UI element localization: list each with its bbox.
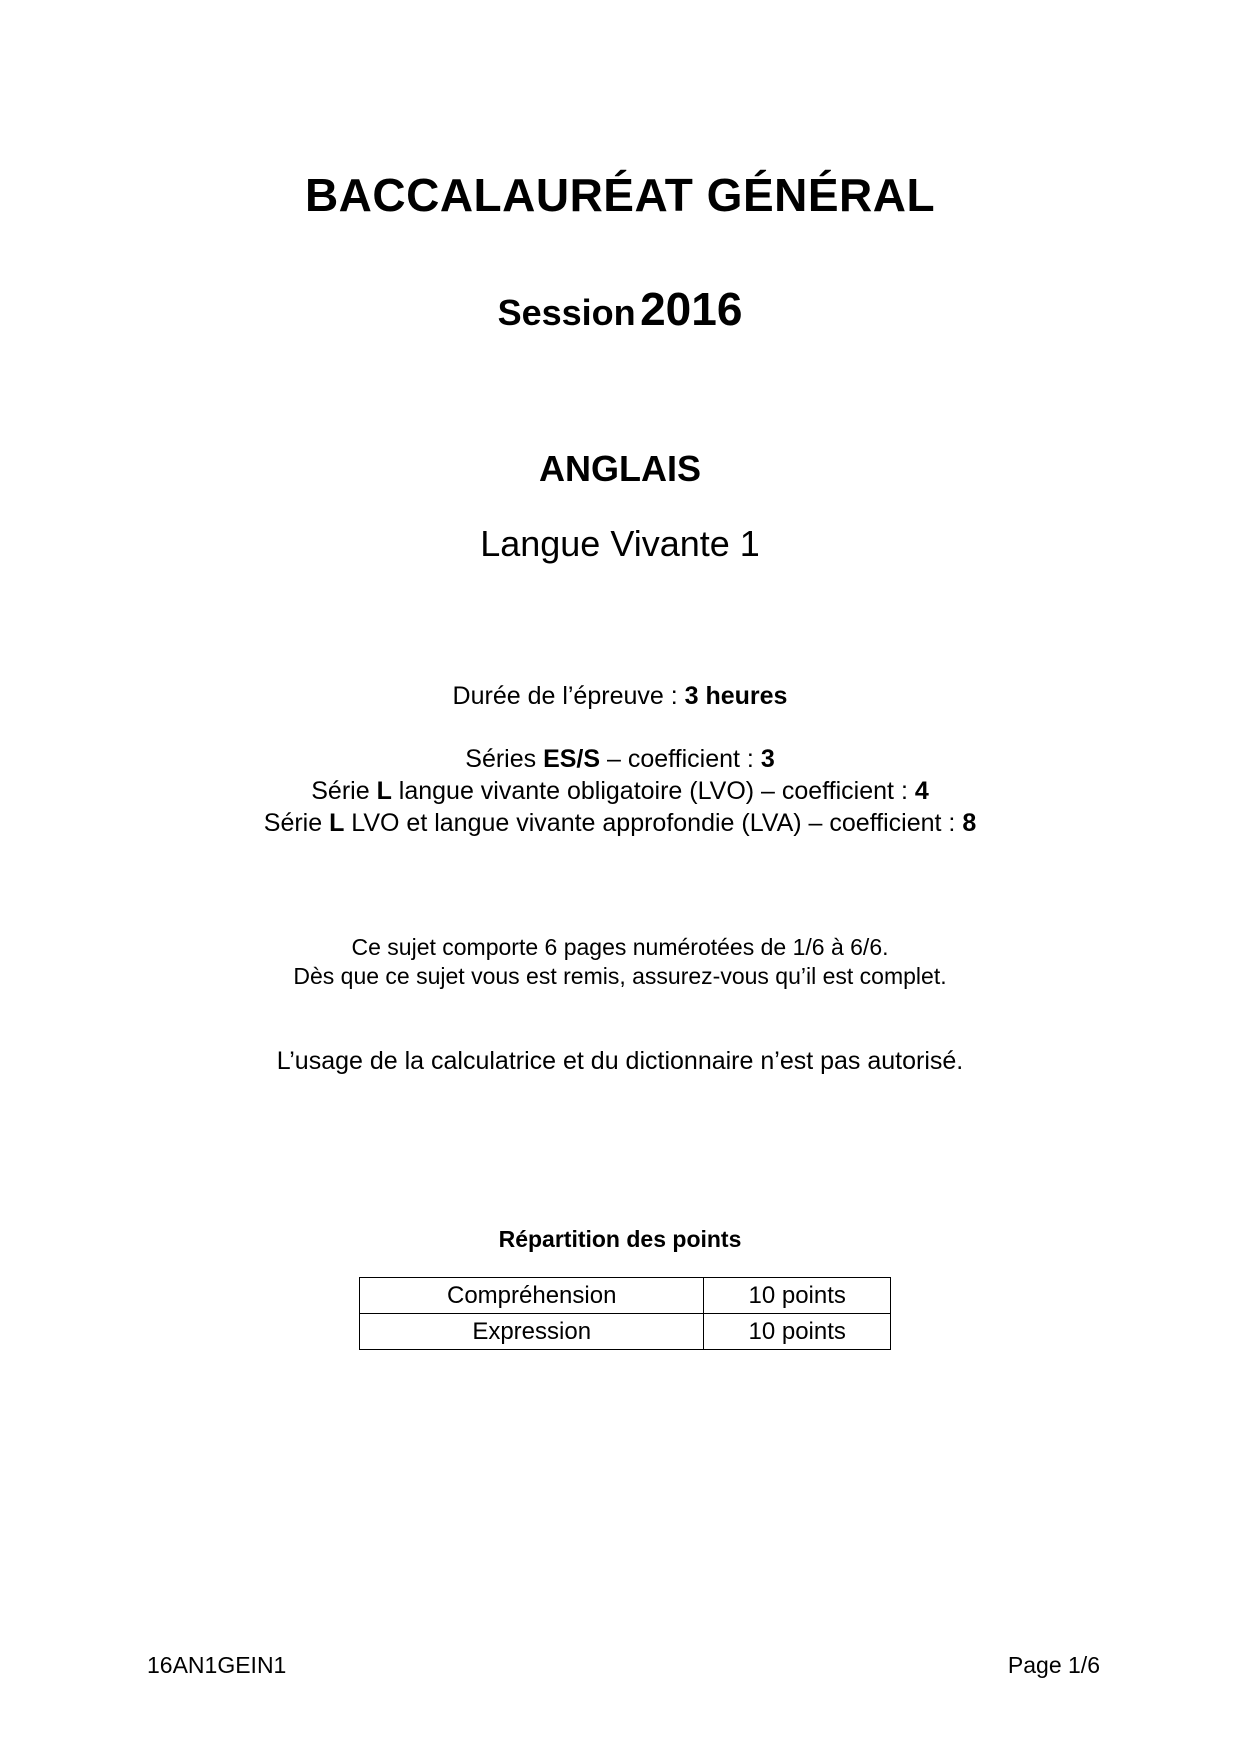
table-row bbox=[360, 1278, 891, 1314]
usage-note: L’usage de la calculatrice et du dictionnaire n’est pas autorisé. bbox=[276, 1047, 964, 1075]
page-number: Page 1/6 bbox=[1007, 1652, 1100, 1678]
exam-duration bbox=[0, 680, 1240, 712]
series-prefix: Série bbox=[311, 777, 377, 805]
series-name: ES/S bbox=[543, 745, 601, 773]
pages-note: Ce sujet comporte 6 pages numérotées de 1/6 à 6/6. bbox=[351, 934, 889, 960]
exam-code: 16AN1GEIN1 bbox=[147, 1652, 287, 1678]
table-row bbox=[360, 1314, 891, 1350]
session-year: 2016 bbox=[640, 283, 743, 335]
repartition-title: Répartition des points bbox=[498, 1226, 742, 1252]
section-cell: Compréhension bbox=[360, 1278, 704, 1314]
subject-name: ANGLAIS bbox=[539, 448, 701, 489]
duration-value: 3 heures bbox=[684, 682, 788, 710]
duration-label: Durée de l’épreuve : bbox=[452, 682, 685, 710]
series-line bbox=[0, 807, 1240, 839]
section-cell: Expression bbox=[360, 1314, 704, 1350]
series-line bbox=[0, 743, 1240, 775]
series-coefficient: 4 bbox=[914, 777, 929, 805]
series-coefficient: 8 bbox=[962, 809, 977, 837]
session-label: Session bbox=[497, 292, 636, 333]
points-table bbox=[359, 1277, 891, 1350]
series-coefficient: 3 bbox=[760, 745, 775, 773]
series-text: – coefficient : bbox=[600, 745, 761, 773]
complete-note: Dès que ce sujet vous est remis, assurez-vous qu’il est complet. bbox=[293, 963, 947, 989]
series-line bbox=[0, 775, 1240, 807]
points-cell: 10 points bbox=[704, 1278, 891, 1314]
session-line bbox=[0, 282, 1240, 336]
series-name: L bbox=[376, 777, 392, 805]
points-cell: 10 points bbox=[704, 1314, 891, 1350]
series-name: L bbox=[329, 809, 345, 837]
series-text: langue vivante obligatoire (LVO) – coefficient : bbox=[391, 777, 915, 805]
series-prefix: Série bbox=[263, 809, 330, 837]
series-prefix: Séries bbox=[465, 745, 544, 773]
series-text: LVO et langue vivante approfondie (LVA) – coefficient : bbox=[344, 809, 963, 837]
subject-level: Langue Vivante 1 bbox=[480, 523, 760, 564]
exam-title: BACCALAURÉAT GÉNÉRAL bbox=[304, 169, 936, 221]
